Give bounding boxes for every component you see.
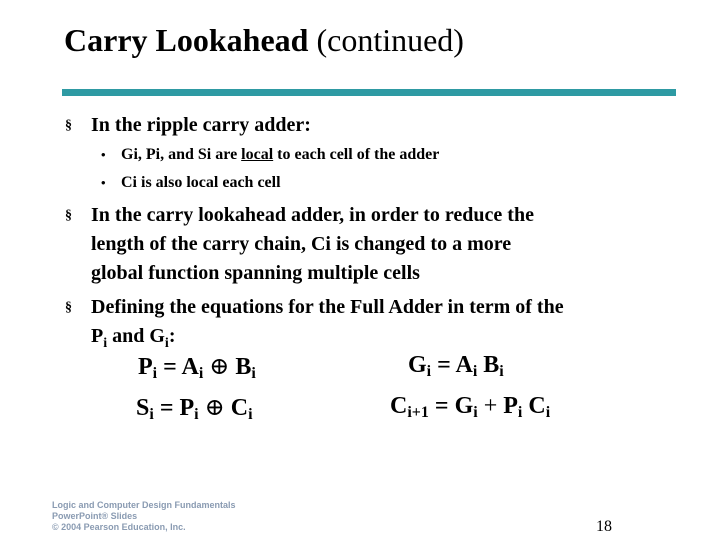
bullet-line-2: length of the carry chain, Ci is changed to a more — [91, 233, 512, 255]
bullet-text: In the ripple carry adder: — [91, 114, 311, 136]
sub-bullet-mark: • — [101, 175, 106, 190]
eq-sub: i — [248, 406, 253, 423]
sub-bullet-text: Ci is also local each cell — [121, 174, 281, 191]
footer-publisher-logo — [52, 500, 236, 533]
equation-s — [136, 393, 253, 424]
eq-term: = A — [157, 354, 199, 380]
bullet-line-3: global function spanning multiple cells — [91, 262, 420, 284]
plus-operator: + — [477, 393, 504, 419]
eq-term: P — [138, 354, 153, 380]
sub-bullet-mark: • — [101, 147, 106, 162]
eq-sub: i — [198, 365, 204, 382]
and-g: and G — [107, 325, 165, 347]
colon: : — [168, 325, 176, 347]
footer-line: © 2004 Pearson Education, Inc. — [52, 522, 186, 532]
footer-line: Logic and Computer Design Fundamentals — [52, 500, 236, 510]
eq-term: G — [408, 352, 427, 378]
equation-p — [138, 352, 256, 383]
subscript: i — [164, 336, 169, 351]
equation-g — [408, 352, 504, 381]
bullet-line-1: Defining the equations for the Full Adder in term of the — [91, 296, 564, 318]
sub-bullet-text — [121, 144, 439, 166]
eq-sub: i — [473, 404, 478, 421]
eq-term: C — [390, 393, 408, 419]
xor-operator: ⊕ — [203, 354, 236, 380]
eq-term: B — [235, 354, 252, 380]
eq-term: S — [136, 395, 150, 421]
eq-sub: i — [472, 363, 478, 380]
sub-bullet-pre: Gi, Pi, and Si are — [121, 146, 242, 163]
bullet-mark: § — [65, 208, 72, 223]
eq-sub: i — [251, 365, 256, 382]
slide-title — [64, 22, 464, 59]
subscript: i — [103, 336, 108, 351]
page-number: 18 — [596, 518, 612, 535]
eq-sub: i — [152, 365, 158, 382]
bullet-line-1: In the carry lookahead adder, in order to reduce the — [91, 204, 534, 226]
eq-sub: i — [545, 404, 551, 421]
eq-term: B — [477, 352, 500, 378]
xor-operator: ⊕ — [198, 395, 231, 421]
eq-term: = P — [153, 395, 195, 421]
eq-term: C — [230, 395, 249, 421]
sub-bullet-post: to each cell of the adder — [273, 146, 440, 163]
footer-line: PowerPoint® Slides — [52, 511, 138, 521]
title-bold: Carry Lookahead — [64, 22, 309, 58]
bullet-mark: § — [65, 118, 72, 133]
eq-sub: i — [426, 363, 432, 380]
eq-term: = G — [428, 393, 474, 419]
eq-sub: i — [499, 363, 504, 380]
title-rest: (continued) — [308, 22, 464, 58]
equation-c — [390, 393, 550, 422]
eq-term: P — [503, 393, 518, 419]
eq-term: C — [522, 393, 546, 419]
eq-sub: i — [194, 406, 199, 423]
p-letter: P — [91, 325, 104, 347]
eq-sub: i+1 — [407, 404, 429, 421]
underlined-word: local — [241, 146, 274, 163]
eq-term: = A — [431, 352, 473, 378]
eq-sub: i — [517, 404, 523, 421]
eq-sub: i — [149, 406, 154, 423]
title-rule — [62, 89, 676, 96]
bullet-mark: § — [65, 300, 72, 315]
